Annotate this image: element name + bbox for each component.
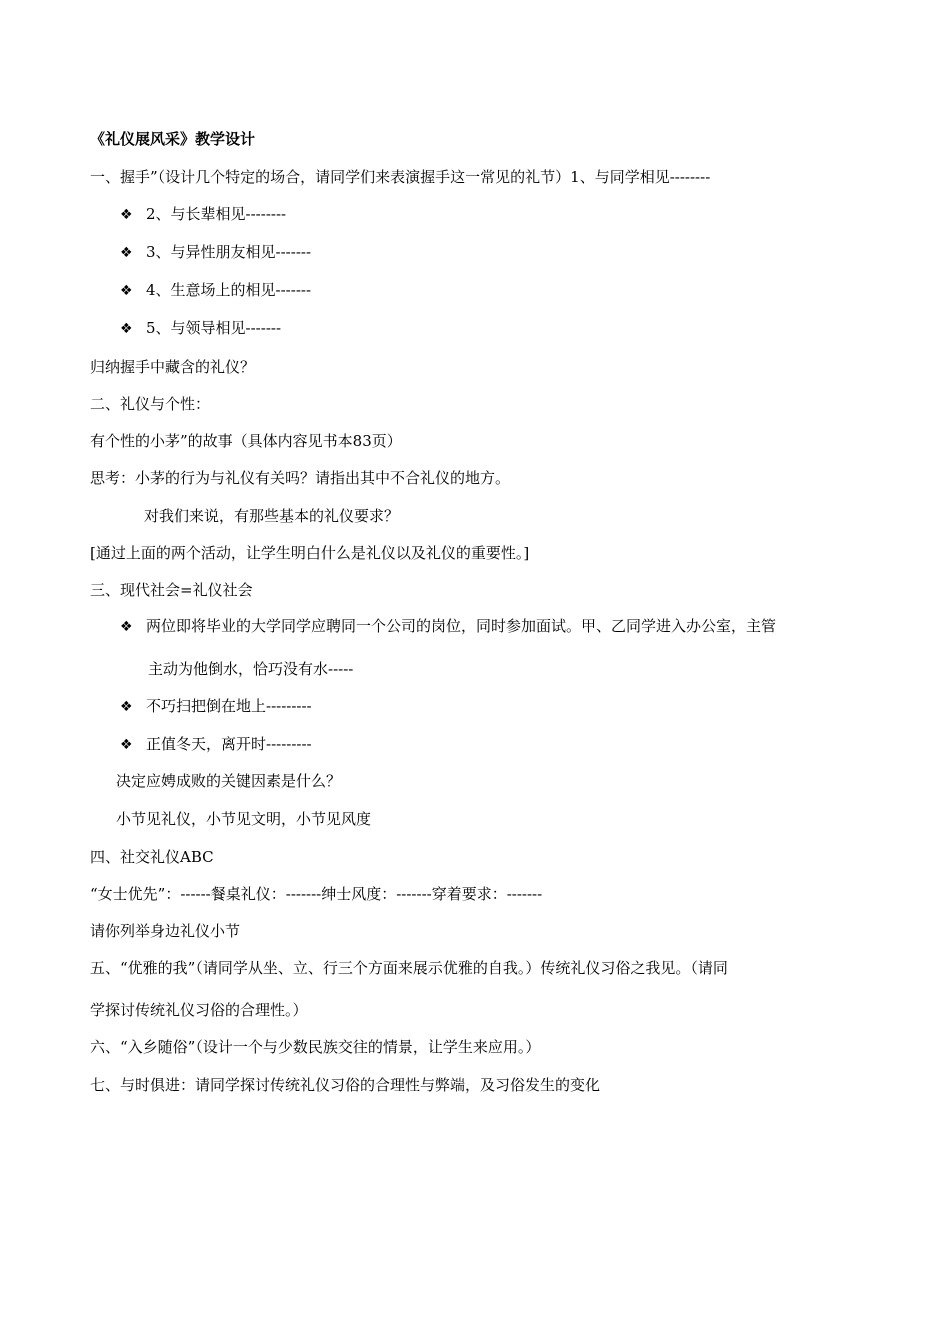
section3-question: 决定应娉成败的关键因素是什么？: [116, 772, 342, 790]
diamond-bullet-icon: ❖: [120, 283, 133, 299]
diamond-bullet-icon: ❖: [120, 321, 133, 337]
section4-items: “女士优先”：------餐桌礼仪：-------绅士风度：-------穿着要求：-------: [90, 885, 543, 903]
list-item-text: 不巧扫把倒在地上---------: [146, 697, 312, 715]
list-item-text: 3、与异性朋友相见-------: [146, 243, 312, 261]
diamond-bullet-icon: ❖: [120, 737, 133, 753]
document-title: 《礼仪展风采》教学设计: [90, 130, 256, 148]
diamond-bullet-icon: ❖: [120, 619, 133, 635]
list-item-text: 2、与长辈相见--------: [146, 205, 287, 223]
section6-line: 六、“入乡随俗”（设计一个与少数民族交往的情景，让学生来应用。）: [90, 1038, 541, 1056]
section5-line2: 学探讨传统礼仪习俗的合理性。）: [90, 1001, 308, 1019]
section2-note: [通过上面的两个活动，让学生明白什么是礼仪以及礼仪的重要性。]: [90, 544, 530, 562]
section5-line1: 五、“优雅的我”（请同学从坐、立、行三个方面来展示优雅的自我。）传统礼仪习俗之我见。（请同: [90, 959, 728, 977]
diamond-bullet-icon: ❖: [120, 245, 133, 261]
list-item: [120, 318, 281, 339]
section4-task: 请你列举身边礼仪小节: [90, 922, 241, 940]
list-item: [120, 242, 311, 263]
section1-summary: 归纳握手中藏含的礼仪？: [90, 358, 256, 376]
diamond-bullet-icon: ❖: [120, 699, 133, 715]
diamond-bullet-icon: ❖: [120, 207, 133, 223]
section7-line: 七、与时俱进：请同学探讨传统礼仪习俗的合理性与弊端，及习俗发生的变化: [90, 1076, 601, 1094]
section2-story: 有个性的小茅”的故事（具体内容见书本83页）: [90, 432, 402, 450]
list-item-text: 两位即将毕业的大学同学应聘同一个公司的岗位，同时参加面试。甲、乙同学进入办公室，主管: [146, 617, 777, 635]
section4-heading: 四、社交礼仪ABC: [90, 848, 214, 866]
section2-think-followup: 对我们来说，有那些基本的礼仪要求？: [144, 507, 400, 525]
list-item: [120, 616, 776, 637]
list-item: [120, 696, 312, 717]
list-item: [120, 280, 311, 301]
section3-heading: 三、现代社会=礼仪社会: [90, 581, 253, 599]
list-item-text: 4、生意场上的相见-------: [146, 281, 312, 299]
list-item-continuation: 主动为他倒水，恰巧没有水-----: [148, 660, 354, 678]
list-item: [120, 204, 286, 225]
section3-answer: 小节见礼仪，小节见文明，小节见风度: [116, 810, 372, 828]
section2-heading: 二、礼仪与个性：: [90, 395, 211, 413]
list-item: [120, 734, 312, 755]
list-item-text: 正值冬天，离开时---------: [146, 735, 312, 753]
section2-think: 思考：小茅的行为与礼仪有关吗？请指出其中不合礼仪的地方。: [90, 469, 511, 487]
section1-heading: 一、握手”（设计几个特定的场合，请同学们来表演握手这一常见的礼节）1、与同学相见--------: [90, 168, 711, 186]
list-item-text: 5、与领导相见-------: [146, 319, 282, 337]
